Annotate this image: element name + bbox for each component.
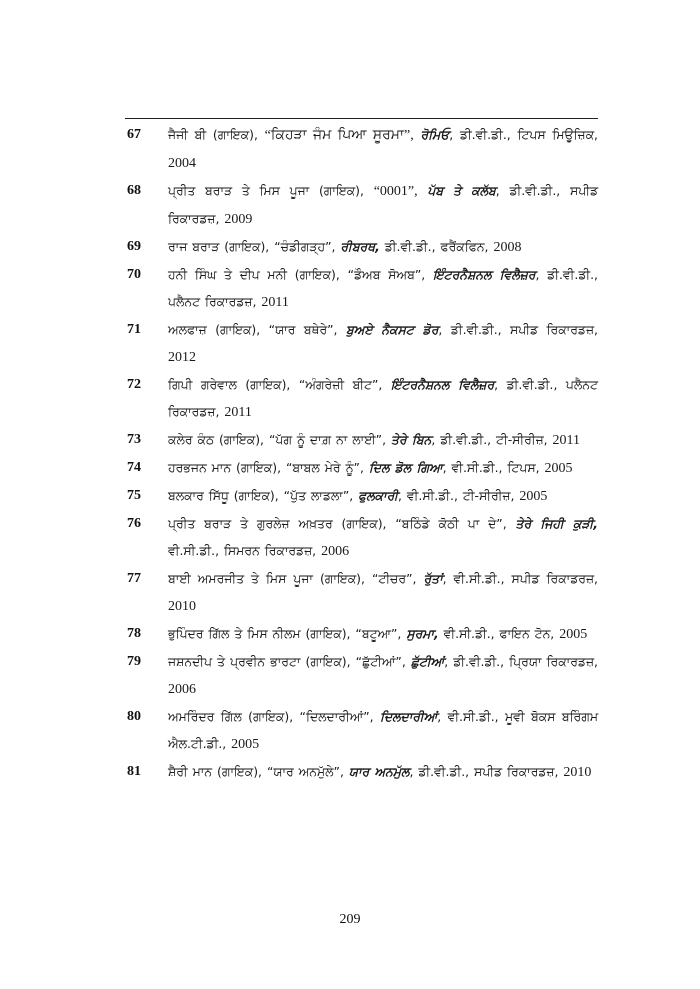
entry-format: , ਡੀ.ਵੀ.ਡੀ., ਪ੍ਰਿਯਾ ਰਿਕਾਰਡਜ਼,	[444, 654, 598, 669]
entry-text	[168, 371, 598, 426]
entry-number: 79	[127, 654, 141, 669]
entry-song: “ਯਾਰ ਬਥੇਰੇ”,	[268, 322, 338, 337]
entry-artist: ਕਲੇਰ ਕੰਠ (ਗਾਇਕ),	[168, 432, 264, 447]
entry-format: , ਵੀ.ਸੀ.ਡੀ., ਸਪੀਡ ਰਿਕਾਡਰਜ਼,	[442, 571, 598, 586]
entry-number: 75	[127, 488, 141, 503]
entry-album: ਰੁੱਤਾਂ	[423, 571, 443, 586]
list-item	[125, 261, 598, 316]
entry-album: ਫੁਲਕਾਰੀ	[358, 488, 399, 503]
entry-number: 81	[127, 764, 141, 779]
entry-number: 69	[127, 239, 141, 254]
entry-song: “ਡੌਅਬ ਸੋਅਬ”,	[347, 267, 426, 282]
entry-artist: ਹਰਭਜਨ ਮਾਨ (ਗਾਇਕ),	[168, 460, 282, 475]
entry-artist: ਹਨੀ ਸਿੰਘ ਤੇ ਦੀਪ ਮਨੀ (ਗਾਇਕ),	[168, 267, 340, 282]
entry-song: “ਬਠਿੰਡੇ ਕੋਠੀ ਪਾ ਦੇ”,	[395, 516, 507, 531]
entry-artist: ਸ਼ੈਰੀ ਮਾਨ (ਗਾਇਕ),	[168, 764, 262, 779]
entry-text	[168, 316, 598, 371]
entry-number: 70	[127, 267, 141, 282]
entry-album: ਇੰਟਰਨੈਸ਼ਨਲ ਵਿਲੈਜ਼ਰ	[390, 377, 495, 392]
entry-text	[168, 648, 598, 703]
list-item	[125, 620, 598, 648]
entry-format: , ਡੀ.ਵੀ.ਡੀ., ਪਲੈਨਟ ਰਿਕਾਰਡਜ਼,	[168, 377, 598, 419]
entry-year: 2010	[168, 599, 196, 614]
header-rule	[125, 118, 598, 119]
entry-artist: ਅਮਰਿੰਦਰ ਗਿੱਲ (ਗਾਇਕ),	[168, 709, 294, 724]
discography-list	[125, 121, 598, 786]
page-number: 209	[339, 912, 361, 927]
entry-song: “ਟੀਚਰ”,	[371, 571, 417, 586]
entry-format: , ਡੀ.ਵੀ.ਡੀ., ਪਲੈਨਟ ਰਿਕਾਰਡਜ਼,	[168, 267, 598, 309]
entry-song: “ਪੱਗ ਨੂੰ ਦਾਗ਼ ਨਾ ਲਾਈ”,	[268, 432, 387, 447]
list-item	[125, 648, 598, 703]
entry-format: ਡੀ.ਵੀ.ਡੀ., ਫਰੈਂਕਫਿਨ,	[379, 239, 489, 254]
entry-artist: ਪ੍ਰੀਤ ਬਰਾੜ ਤੇ ਗੁਰਲੇਜ਼ ਅਖ਼ਤਰ (ਗਾਇਕ),	[168, 516, 387, 531]
entry-song: “ਅੰਗਰੇਜ਼ੀ ਬੀਟ”,	[298, 377, 383, 392]
entry-year: 2010	[563, 765, 592, 780]
entry-format: , ਡੀ.ਵੀ.ਡੀ., ਸਪੀਡ ਰਿਕਾਰਡਜ਼,	[409, 764, 559, 779]
entry-year: 2008	[493, 240, 522, 255]
entry-text	[168, 510, 598, 565]
entry-year: 2005	[519, 489, 548, 504]
entry-text	[168, 426, 598, 454]
entry-album: ਪੱਬ ਤੇ ਕਲੱਬ	[427, 183, 496, 198]
entry-album: ਛੁੱਟੀਆਂ	[410, 654, 445, 669]
entry-text	[168, 121, 598, 177]
entry-year: 2012	[168, 350, 196, 365]
entry-year: 2011	[552, 433, 581, 448]
entry-number: 74	[127, 460, 141, 475]
list-item	[125, 703, 598, 758]
list-item	[125, 758, 598, 786]
entry-artist: ਰਾਜ ਬਰਾੜ (ਗਾਇਕ),	[168, 239, 270, 254]
list-item	[125, 565, 598, 620]
entry-format: , ਡੀ.ਵੀ.ਡੀ., ਟਿਪਸ ਮਿਊਜ਼ਿਕ,	[449, 127, 598, 142]
entry-song: “ਛੁੱਟੀਆਂ”,	[355, 654, 406, 669]
entry-number: 80	[127, 709, 141, 724]
entry-artist: ਜੈਜੀ ਬੀ (ਗਾਇਕ),	[168, 127, 258, 142]
entry-year: 2005	[231, 737, 260, 752]
list-item	[125, 482, 598, 510]
entry-text	[168, 454, 598, 482]
entry-text	[168, 703, 598, 758]
entry-format: , ਡੀ.ਵੀ.ਡੀ., ਟੀ-ਸੀਰੀਜ਼,	[431, 432, 548, 447]
entry-artist: ਗਿਪੀ ਗਰੇਵਾਲ (ਗਾਇਕ),	[168, 377, 291, 392]
entry-album: ਰੋਮਿਓ	[420, 127, 450, 142]
entry-text	[168, 482, 598, 510]
entry-text	[168, 177, 598, 233]
entry-song: “ਚੰਡੀਗੜ੍ਹ”,	[274, 239, 336, 254]
list-item	[125, 426, 598, 454]
entry-year: 2005	[544, 461, 573, 476]
entry-format: , ਵੀ.ਸੀ.ਡੀ., ਟਿਪਸ,	[442, 460, 540, 475]
entry-song: “ਯਾਰ ਅਨਮੁੱਲੇ”,	[266, 764, 344, 779]
entry-album: ਦਿਲਦਾਰੀਆਂ	[379, 709, 438, 724]
entry-album: ਇੰਟਰਨੈਸ਼ਨਲ ਵਿਲੈਜ਼ਰ	[432, 267, 536, 282]
entry-song: “ਬਾਬਲ ਮੇਰੇ ਨੂੰ”,	[285, 460, 364, 475]
entry-artist: ਬਲਕਾਰ ਸਿੱਧੂ (ਗਾਇਕ),	[168, 488, 279, 503]
entry-album: ਤੇਰੇ ਜਿਹੀ ਕੁੜੀ,	[515, 516, 598, 531]
list-item	[125, 177, 598, 233]
entry-text	[168, 261, 598, 316]
entry-year: 2004	[168, 156, 196, 171]
entry-album: ਦਿਲ ਡੋਲ ਗਿਆ	[368, 460, 443, 475]
entry-format: ਵੀ.ਸੀ.ਡੀ., ਫਾਇਨ ਟੋਨ,	[438, 626, 555, 641]
entry-album: ਬੁਅਏ ਨੈਕਸਟ ਡੋਰ	[345, 322, 439, 337]
entry-album: ਯਾਰ ਅਨਮੁੱਲ	[348, 764, 410, 779]
entry-year: 2011	[261, 295, 289, 310]
list-item	[125, 371, 598, 426]
entry-number: 78	[127, 626, 141, 641]
entry-format: , ਵੀ.ਸੀ.ਡੀ., ਟੀ-ਸੀਰੀਜ਼,	[398, 488, 515, 503]
entry-number: 71	[127, 322, 141, 337]
entry-format: , ਡੀ.ਵੀ.ਡੀ., ਸਪੀਡ ਰਿਕਾਰਡਜ਼,	[168, 183, 599, 226]
entry-artist: ਬਾਈ ਅਮਰਜੀਤ ਤੇ ਮਿਸ ਪੂਜਾ (ਗਾਇਕ),	[168, 571, 365, 586]
entry-song: “ਦਿਲਦਾਰੀਆਂ”,	[299, 709, 374, 724]
entry-text	[168, 620, 598, 648]
list-item	[125, 510, 598, 565]
entry-number: 76	[127, 516, 141, 531]
entry-text	[168, 233, 598, 261]
entry-year: 2009	[224, 212, 253, 227]
entry-format: , ਵੀ.ਸੀ.ਡੀ., ਮੂਵੀ ਬੋਕਸ ਬਰਿੰਗਮ ਐਲ.ਟੀ.ਡੀ.,	[168, 709, 598, 751]
entry-artist: ਪ੍ਰੀਤ ਬਰਾੜ ਤੇ ਮਿਸ ਪੂਜਾ (ਗਾਇਕ),	[168, 183, 364, 198]
entry-number: 68	[127, 183, 141, 198]
list-item	[125, 316, 598, 371]
entry-text	[168, 565, 598, 620]
entry-format: ਵੀ.ਸੀ.ਡੀ., ਸਿਮਰਨ ਰਿਕਾਰਡਜ਼,	[168, 543, 317, 558]
entry-number: 72	[127, 377, 141, 392]
entry-number: 77	[127, 571, 141, 586]
list-item	[125, 121, 598, 177]
entry-song: “ਕਿਹੜਾ ਜੰਮ ਪਿਆ ਸੂਰਮਾ”,	[264, 128, 414, 143]
entry-artist: ਭੁਪਿੰਦਰ ਗਿੱਲ ਤੇ ਮਿਸ ਨੀਲਮ (ਗਾਇਕ),	[168, 626, 351, 641]
entry-song: “0001”,	[373, 184, 418, 199]
entry-format: , ਡੀ.ਵੀ.ਡੀ., ਸਪੀਡ ਰਿਕਾਰਡਜ਼,	[438, 322, 598, 337]
list-item	[125, 454, 598, 482]
entry-song: “ਬਟੂਆ”,	[355, 626, 402, 641]
entry-text	[168, 758, 598, 786]
entry-year: 2011	[224, 405, 252, 420]
entry-artist: ਜਸ਼ਨਦੀਪ ਤੇ ਪ੍ਰਵੀਨ ਭਾਰਟਾ (ਗਾਇਕ),	[168, 654, 351, 669]
entry-year: 2006	[168, 682, 196, 697]
entry-number: 67	[127, 127, 141, 142]
list-item	[125, 233, 598, 261]
entry-album: ਸੁਰਮਾ,	[406, 626, 439, 641]
entry-album: ਤੇਰੇ ਬਿਨ	[391, 432, 432, 447]
entry-album: ਰੀਬਰਥ,	[340, 239, 380, 254]
entry-artist: ਅਲਫਾਜ਼ (ਗਾਇਕ),	[168, 322, 261, 337]
entry-song: “ਪੁੱਤ ਲਾਡਲਾ”,	[283, 488, 354, 503]
entry-number: 73	[127, 432, 141, 447]
entry-year: 2006	[321, 544, 350, 559]
entry-year: 2005	[559, 627, 588, 642]
